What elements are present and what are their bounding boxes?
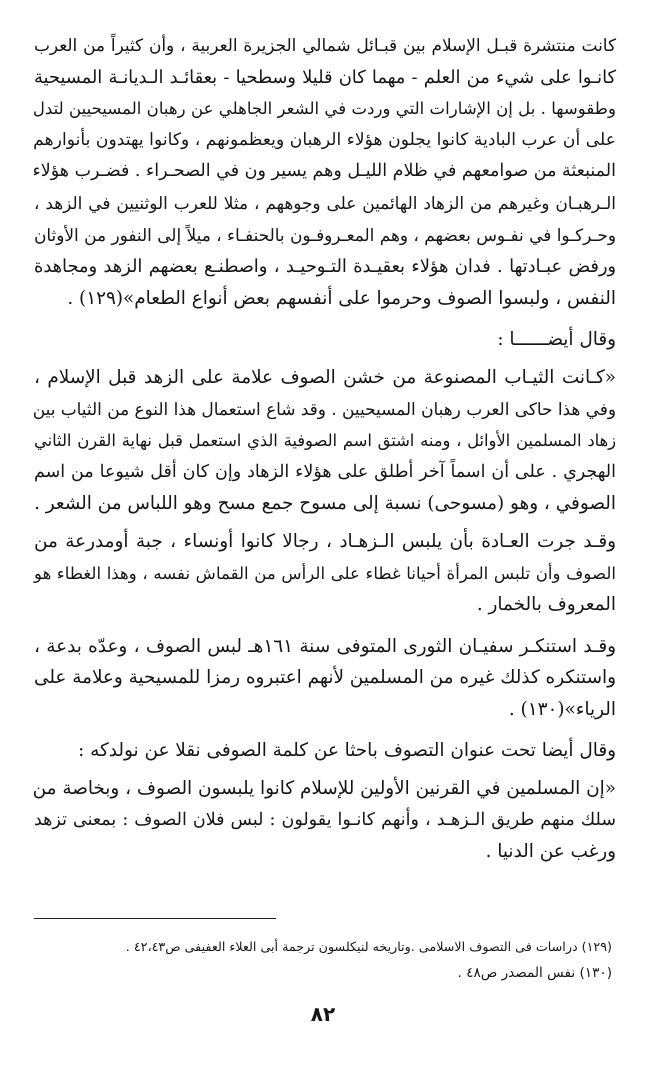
text-line: كانت منتشرة قبـل الإسلام بين قبـائل شمالي الجزيرة العربية ، وأن كثيراً من العرب [34,35,616,55]
text-line: الصوفي ، وهو (مسوحى) نسبة إلى مسوح جمع مسح وهو اللباس من الشعر . [34,493,616,515]
text-line: الـرهبـان وغيرهم من الزهاد الهائمين على وجوههم ، مثلا للعرب الوثنيين في الزهد ، [34,192,616,213]
text-line: النفس ، ولبسوا الصوف وحرموا على أنفسهم بعض أنواع الطعام»(١٢٩) . [67,287,616,309]
text-line: واستنكره كذلك غيره من المسلمين لأنهم اعتبروه رمزا للمسيحية وعلامة على [34,667,616,689]
text-line: الصوف وأن تلبس المرأة أحيانا غطاء على الرأس من القماش نفسه ، وهذا الغطاء هو [34,563,616,583]
text-line: وفي هذا حاكى العرب رهبان المسيحيين . وقد شاع استعمال هذا النوع من الثياب بين [32,398,616,419]
text-line: ورغب عن الدنيا . [485,841,616,863]
footnote-divider [34,918,276,919]
text-line: ورفض عبـادتها . فدان هؤلاء بعقيـدة التـوحيـد ، واصطنـع بعضهم الزهد ومجاهدة [34,256,616,278]
text-line: وقـد استنكـر سفيـان الثورى المتوفى سنة ١٦١هـ لبس الصوف ، وعدّه بدعة ، [34,635,617,657]
text-line: وطقوسها . بل إن الإشارات التي وردت في الشعر الجاهلي عن رهبان المسيحيين لتدل [32,99,616,119]
paragraph-3 [34,526,616,621]
footnote-129: (١٢٩) دراسات فى التصوف الاسلامى .وتاريخه لنيكلسون ترجمة أبى العلاء العفيفى ص٤٢،٤٣ . [125,939,612,954]
text-line: الهجري . على أن اسماً آخر أطلق على هؤلاء الزهاد وإن كان أقل شيوعا من اسم [34,461,616,482]
page-number: ٨٢ [310,1002,336,1026]
footnotes [120,934,612,986]
text-line: وقـد جرت العـادة بأن يلبس الـزهـاد ، رجالا كانوا أونساء ، جبة أومدرعة من [34,530,616,552]
text-line: على أن عرب البادية كانوا يجلون هؤلاء الرهبان ويعظمونهم ، وكانوا يهتدون بأنوارهم [33,129,616,150]
paragraph-2 [34,324,616,356]
footnote-130: (١٣٠) نفس المصدر ص٤٨ . [457,965,612,981]
text-line: المعروف بالخمار . [476,594,616,616]
quote-paragraph-2 [34,773,616,868]
text-line: «كـانت الثيـاب المصنوعة من خشن الصوف علامة على الزهد قبل الإسلام ، [34,366,616,388]
text-line: «إن المسلمين في القرنين الأولين للإسلام كانوا يلبسون الصوف ، وبخاصة من [32,778,616,800]
text-line: كانـوا على شيء من العلم - مهما كان قليلا وسطحيا - بعقائـد الـديانـة المسيحية [34,66,616,88]
page-body [34,30,616,868]
quote-paragraph-1 [34,362,616,520]
paragraph-4 [34,631,616,726]
text-line: وقال أيضا تحت عنوان التصوف باحثا عن كلمة الصوفى نقلا عن نولدكه : [78,740,616,762]
text-line: زهاد المسلمين الأوائل ، ومنه اشتق اسم الصوفية الذي استعمل قبل نهاية القرن الثاني [34,431,616,451]
text-line: وحـركـوا في نفـوس بعضهم ، وهم المعـروفـون بالحنفـاء ، ميلاً إلى النفور من الأوثان [34,224,616,245]
text-line: المنبعثة من صوامعهم في ظلام الليـل وهم يسير ون في الصحـراء . فضـرب هؤلاء [32,161,616,182]
text-line: الرياء»(١٣٠) . [508,698,616,720]
paragraph-5 [34,735,616,767]
text-line: سلك منهم طريق الـزهـد ، وأنهم كانـوا يقولون : لبس فلان الصوف : بمعنى تزهد [34,809,616,830]
paragraph-1 [34,30,616,314]
text-line: وقال أيضــــــا : [497,329,616,351]
